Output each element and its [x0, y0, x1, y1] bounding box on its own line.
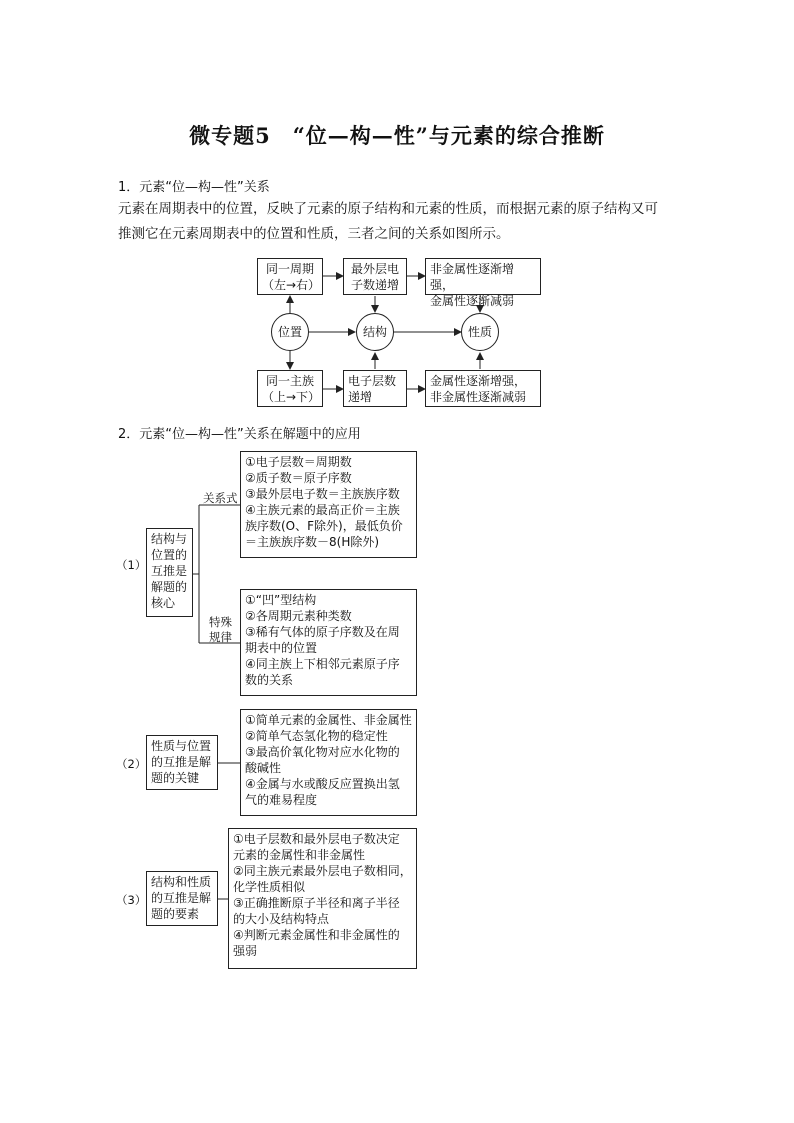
box-text: ③稀有气体的原子序数及在周	[245, 625, 400, 639]
box-text: 核心	[151, 596, 176, 610]
box-text: 金属性逐渐减弱	[430, 294, 515, 308]
box-text: 金属性逐渐增强，	[430, 374, 527, 388]
box-text: 元素的金属性和非金属性	[233, 848, 366, 862]
box-text: 结构与	[151, 532, 188, 546]
box-text: 同一主族	[265, 374, 314, 388]
box-text: ④同主族上下相邻元素原子序	[245, 657, 400, 671]
box-text: 子数递增	[350, 278, 399, 292]
box-text: 结构和性质	[151, 875, 212, 889]
group1-number: （1）	[116, 558, 147, 572]
box-text: ④主族元素的最高正价＝主族	[245, 503, 400, 517]
box-text: 强弱	[233, 944, 258, 958]
group3-detail-box	[228, 828, 417, 969]
box-text: ①电子层数＝周期数	[245, 455, 352, 469]
relation-label: 关系式	[203, 491, 238, 505]
paragraph-line: 元素在周期表中的位置，反映了元素的原子结构和元素的性质，而根据元素的原子结构又可	[118, 201, 658, 217]
section2-heading: 2．元素“位—构—性”关系在解题中的应用	[118, 427, 361, 442]
box-text: ①“凹”型结构	[245, 593, 317, 607]
relation-box	[240, 451, 417, 558]
position-circle: 位置	[271, 313, 309, 351]
group1-main-box	[146, 528, 193, 617]
box-text: 互推是	[151, 564, 188, 578]
group2-main-box	[146, 735, 218, 790]
box-text: ①简单元素的金属性、非金属性	[245, 713, 412, 727]
box-text: 题的关键	[151, 771, 200, 785]
same-period-box	[257, 258, 323, 295]
page-title: 微专题5 “位—构—性”与元素的综合推断	[189, 123, 605, 148]
special-rule-label	[209, 615, 232, 645]
box-text: 性质与位置	[151, 739, 212, 753]
box-text: ③最外层电子数＝主族族序数	[245, 487, 400, 501]
box-text: ③最高价氧化物对应水化物的	[245, 745, 400, 759]
special-rule-box	[240, 589, 417, 696]
box-text: ②简单气态氢化物的稳定性	[245, 729, 388, 743]
box-text: ④金属与水或酸反应置换出氢	[245, 777, 400, 791]
property-circle: 性质	[461, 313, 499, 351]
box-text: ②质子数＝原子序数	[245, 471, 352, 485]
metal-increase-box	[425, 370, 541, 407]
box-text: （上→下）	[262, 390, 321, 404]
box-text: 数的关系	[245, 673, 294, 687]
box-text: 期表中的位置	[245, 641, 318, 655]
box-text: ＝主族族序数－8(H除外)	[245, 535, 380, 549]
box-text: 非金属性逐渐减弱	[430, 390, 527, 404]
group3-number: （3）	[116, 893, 147, 907]
box-text: ①电子层数和最外层电子数决定	[233, 832, 400, 846]
paragraph-line: 推测它在元素周期表中的位置和性质，三者之间的关系如图所示。	[118, 226, 510, 242]
group3-main-box	[146, 871, 218, 926]
group2-number: （2）	[116, 757, 147, 771]
box-text: ②各周期元素种类数	[245, 609, 352, 623]
box-text: 酸碱性	[245, 761, 282, 775]
box-text: 电子层数	[348, 374, 397, 388]
box-text: 化学性质相似	[233, 880, 306, 894]
label-text: 特殊	[209, 615, 232, 629]
box-text: 题的要素	[151, 907, 200, 921]
label-text: 规律	[209, 630, 232, 644]
box-text: （左→右）	[262, 278, 321, 292]
box-text: 最外层电	[350, 262, 399, 276]
box-text: ④判断元素金属性和非金属性的	[233, 928, 400, 942]
box-text: 非金属性逐渐增强，	[430, 262, 515, 292]
structure-circle: 结构	[356, 313, 394, 351]
same-group-box	[257, 370, 323, 407]
group2-detail-box	[240, 709, 417, 816]
box-text: 的大小及结构特点	[233, 912, 330, 926]
box-text: 解题的	[151, 580, 188, 594]
outer-electron-box	[343, 258, 407, 295]
box-text: 递增	[348, 390, 373, 404]
box-text: 位置的	[151, 548, 188, 562]
box-text: 的互推是解	[151, 755, 212, 769]
box-text: ②同主族元素最外层电子数相同，	[233, 864, 412, 878]
box-text: 同一周期	[265, 262, 314, 276]
nonmetal-increase-box	[425, 258, 541, 308]
section1-heading: 1．元素“位—构—性”关系	[118, 180, 270, 195]
box-text: 的互推是解	[151, 891, 212, 905]
electron-shell-box	[343, 370, 407, 407]
box-text: 气的难易程度	[245, 793, 318, 807]
box-text: 族序数(O、F除外)，最低负价	[245, 519, 403, 533]
box-text: ③正确推断原子半径和离子半径	[233, 896, 400, 910]
